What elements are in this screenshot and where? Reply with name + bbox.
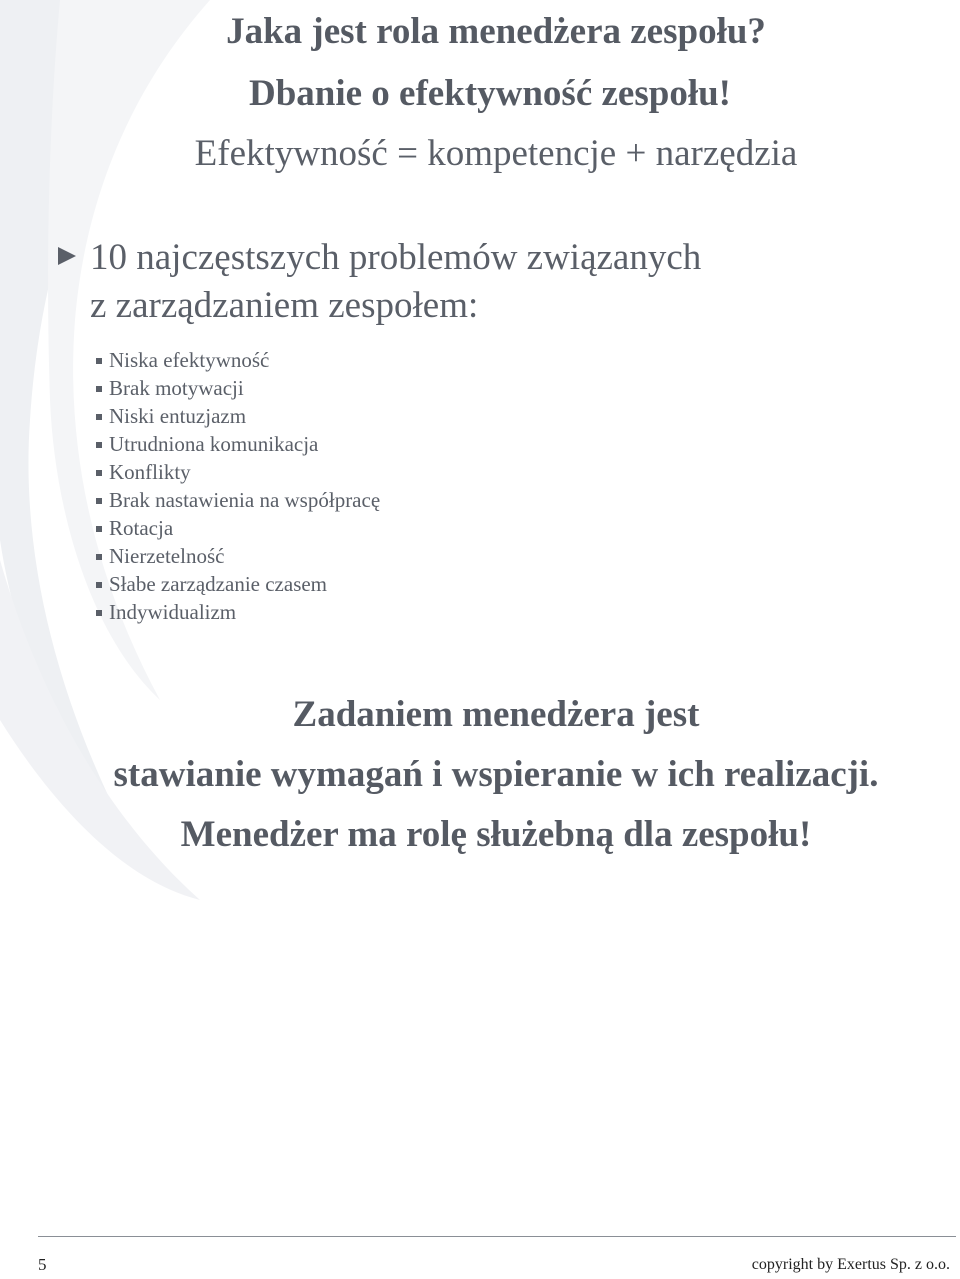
square-bullet-icon [96, 526, 102, 532]
list-item-label: Utrudniona komunikacja [109, 432, 319, 456]
list-item-label: Indywidualizm [109, 600, 237, 624]
list-item-label: Niski entuzjazm [109, 404, 247, 428]
square-bullet-icon [96, 610, 102, 616]
list-item-label: Konflikty [109, 460, 191, 484]
square-bullet-icon [96, 442, 102, 448]
page-title: Jaka jest rola menedżera zespołu? [226, 11, 766, 52]
triangle-bullet-icon [58, 247, 76, 265]
square-bullet-icon [96, 414, 102, 420]
square-bullet-icon [96, 358, 102, 364]
task-statement-line1: Zadaniem menedżera jest [292, 694, 700, 735]
list-item [96, 570, 380, 598]
copyright-notice: copyright by Exertus Sp. z o.o. [751, 1256, 950, 1273]
page-subtitle: Dbanie o efektywność zespołu! [248, 73, 731, 114]
list-item-label: Niska efektywność [109, 348, 270, 372]
square-bullet-icon [96, 470, 102, 476]
list-item-label: Brak nastawienia na współpracę [109, 488, 381, 512]
task-statement-line3: Menedżer ma rolę służebną dla zespołu! [180, 814, 812, 855]
footer-divider [38, 1236, 956, 1237]
square-bullet-icon [96, 498, 102, 504]
efficiency-formula: Efektywność = kompetencje + narzędzia [194, 133, 798, 174]
list-item [96, 346, 380, 374]
problems-heading [58, 234, 701, 330]
problems-heading-line2: z zarządzaniem zespołem: [90, 285, 479, 326]
task-statement-line2: stawianie wymagań i wspieranie w ich realizacji. [113, 754, 879, 795]
list-item [96, 402, 380, 430]
problems-heading-line1: 10 najczęstszych problemów związanych [90, 237, 702, 278]
square-bullet-icon [96, 582, 102, 588]
list-item-label: Brak motywacji [109, 376, 244, 400]
square-bullet-icon [96, 554, 102, 560]
page-number: 5 [38, 1255, 47, 1274]
list-item [96, 514, 380, 542]
list-item-label: Słabe zarządzanie czasem [109, 572, 328, 596]
list-item [96, 430, 380, 458]
list-item [96, 598, 380, 626]
list-item [96, 486, 380, 514]
list-item [96, 374, 380, 402]
list-item [96, 458, 380, 486]
problems-list [96, 346, 380, 626]
list-item-label: Rotacja [109, 516, 174, 540]
list-item-label: Nierzetelność [109, 544, 225, 568]
square-bullet-icon [96, 386, 102, 392]
list-item [96, 542, 380, 570]
